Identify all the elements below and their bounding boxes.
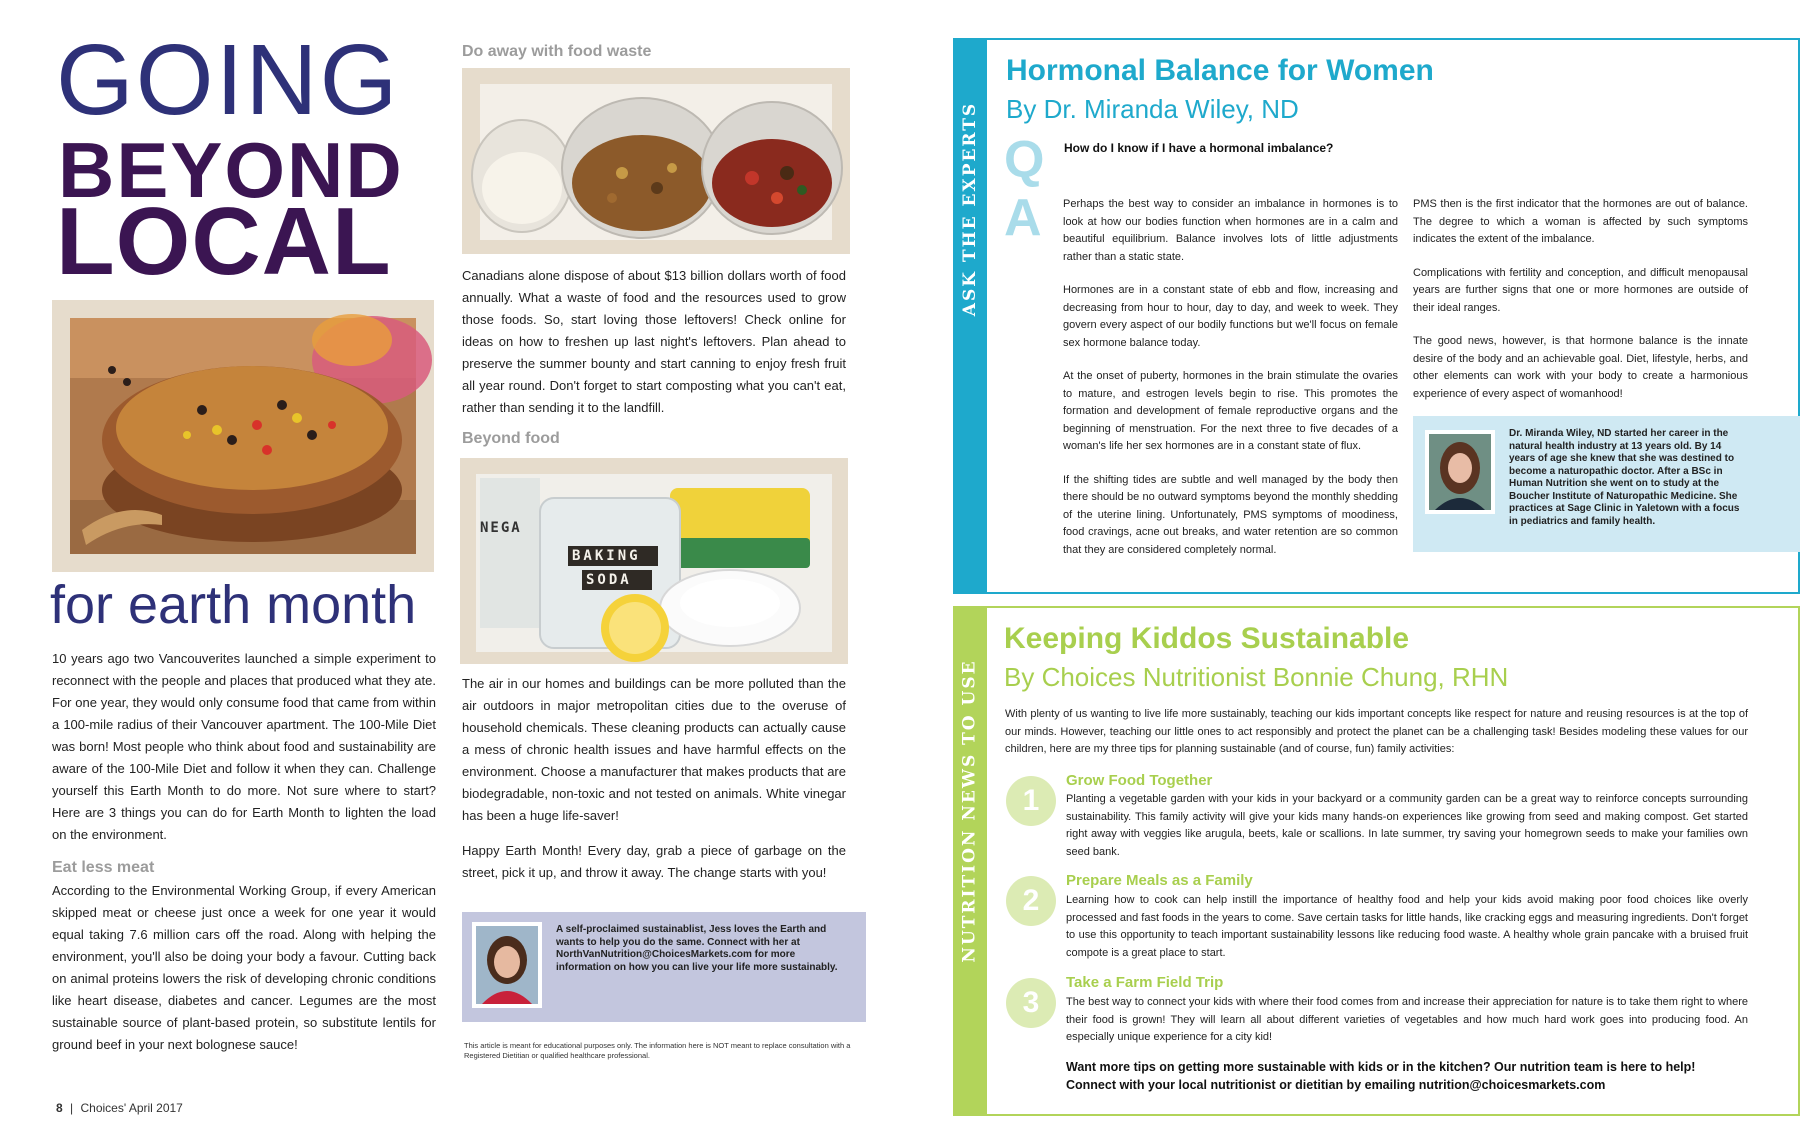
baking-label: BAKING	[568, 546, 658, 566]
food-waste-paragraph: Canadians alone dispose of about $13 billion dollars worth of food annually. What a waste of food and the resources used to grow those foods. So, start loving those leftovers! Check online for ideas on how to freshen up last night's leftovers. Plan ahead to preserve the summer bounty and start canning to enjoy fresh fruit all year round. Don't forget to start composting what you can't eat, rather than sending it to the landfill.	[462, 268, 846, 415]
footer-separator: |	[70, 1101, 74, 1115]
q-letter: Q	[1004, 131, 1045, 189]
title-going: GOING	[56, 24, 400, 136]
heading-eat-less-meat: Eat less meat	[52, 859, 155, 876]
issue-label: Choices' April 2017	[80, 1101, 183, 1115]
answer-paragraph: PMS then is the first indicator that the hormones are out of balance. The degree to which a woman is affected by such symptoms indicates the extent of the imbalance.	[1413, 198, 1748, 245]
answer-column-1	[1063, 196, 1398, 559]
tip-title: Take a Farm Field Trip	[1066, 974, 1224, 991]
ask-the-experts-label: ASK THE EXPERTS	[960, 101, 980, 317]
quinoa-bowl-illustration	[52, 300, 434, 572]
intro-paragraph: 10 years ago two Vancouverites launched a simple experiment to reconnect with the people and places that produced what they ate. For one year, they would only consume food that came from within a 100-mile radius of their Vancouver apartment. The 100-Mile Diet was born! Most people who think about food and sustainability are aware of the 100-Mile Diet and follow it when they can. Challenge yourself this Earth Month to do more. Not sure where to start? Here are 3 things you can do for Earth Month to lighten the load on the environment.	[52, 651, 436, 842]
kiddos-closing: Want more tips on getting more sustainable with kids or in the kitchen? Our nutrition team is here to help! Connect with your local nutritionist or dietitian by emailing nutrition@choicesmarkets.com	[1066, 1060, 1696, 1092]
quinoa-bowl-photo	[52, 300, 434, 572]
tip-body: Planting a vegetable garden with your kids in your backyard or a community garden can be a great way to reinforce concepts surrounding sustainability. This family activity will give your kids many hands-on experiences like growing from seed and making compost. Get started right away with veggies like arugula, beets, kale or scallions. In late summer, try saving your homegrown seeds to make your families own seed bank.	[1066, 793, 1748, 858]
page-footer	[56, 1101, 183, 1115]
ask-the-experts-band	[953, 38, 987, 594]
answer-paragraph: At the onset of puberty, hormones in the brain stimulate the ovaries to mature, and estrogen levels begin to rise. This promotes the formation and development of female reproductive organs and the beginning of menstruation. For the next three to five decades of a woman's life her sex hormones are in a constant state of flux.	[1063, 370, 1398, 452]
page-number: 8	[56, 1101, 63, 1115]
tip-number: 3	[1006, 978, 1056, 1028]
expert-bio-text: Dr. Miranda Wiley, ND started her career in the natural health industry at 13 years old. By 14 years of age she knew that she was destined to become a naturopathic doctor. After a BSc in Human Nutrition she went on to study at the Boucher Institute of Naturopathic Medicine. She practices at Sage Clinic in Yaletown with a focus in pediatrics and family health.	[1509, 428, 1740, 527]
question-text: How do I know if I have a hormonal imbalance?	[1064, 141, 1334, 155]
a-letter: A	[1004, 189, 1042, 247]
title-for-earth-month: for earth month	[50, 575, 417, 635]
answer-paragraph: Complications with fertility and conception, and difficult menopausal years are further signs that one or more hormones are outside of their ideal ranges.	[1413, 266, 1748, 314]
leftovers-photo	[462, 68, 850, 254]
title-local: LOCAL	[56, 188, 392, 295]
answer-paragraph: Perhaps the best way to consider an imbalance in hormones is to look at how our bodies function when hormones are in a calm and beautiful equilibrium. Balance involves lots of little adjustments rather than a static state.	[1063, 198, 1398, 263]
nutrition-news-band	[953, 606, 987, 1116]
hormonal-author: By Dr. Miranda Wiley, ND	[1006, 94, 1299, 124]
tip-body: The best way to connect your kids with where their food comes from and increase their appreciation for nature is to take them right to where their food is grown! They will learn all about different varieties of vegetables and how much hard work goes into producing food. An especially unique experience for a city kid!	[1066, 996, 1748, 1043]
tip-number: 2	[1006, 876, 1056, 926]
hormonal-title: Hormonal Balance for Women	[1006, 54, 1434, 87]
tip-title: Grow Food Together	[1066, 772, 1213, 789]
tip-body: Learning how to cook can help instill the importance of healthy food and help your kids avoid making poor food choices like overly processed and fast foods in the years to come. Save certain tasks for little hands, like cracking eggs and measuring ingredients. Don't forget to use this opportunity to teach important sustainability lessons like reducing food waste. A healthy whole grain pancake with a bruised fruit compote is a great place to start.	[1066, 894, 1748, 959]
kiddos-intro: With plenty of us wanting to live life more sustainably, teaching our kids important concepts like respect for nature and reusing resources is at the top of our minds. However, teaching our little ones to act responsibly and protect the planet can be a challenging task! Besides modeling these values for our children, here are my three tips for planning sustainable (and of course, fun) family activities:	[1005, 708, 1748, 755]
author-portrait	[476, 926, 538, 1004]
cleaning-products-photo	[460, 458, 848, 664]
disclaimer-text: This article is meant for educational purposes only. The information here is NOT meant to replace consultation with a Registered Dietitian or qualified healthcare professional.	[464, 1041, 851, 1060]
heading-food-waste: Do away with food waste	[462, 43, 652, 60]
soda-label: SODA	[582, 570, 652, 590]
title-beyond: BEYOND	[58, 126, 404, 214]
tip-title: Prepare Meals as a Family	[1066, 872, 1253, 889]
expert-bio-box	[1413, 416, 1800, 552]
kiddos-author: By Choices Nutritionist Bonnie Chung, RHN	[1004, 662, 1509, 692]
tip-number: 1	[1006, 776, 1056, 826]
heading-beyond-food: Beyond food	[462, 430, 560, 447]
leftovers-illustration	[462, 68, 850, 254]
happy-earth-month-paragraph: Happy Earth Month! Every day, grab a piece of garbage on the street, pick it up, and throw it away. The change starts with you!	[462, 843, 846, 880]
nutrition-news-label: NUTRITION NEWS TO USE	[960, 659, 980, 963]
author-bio-text: A self-proclaimed sustainablist, Jess loves the Earth and wants to help you do the same. Connect with her at NorthVanNutrition@ChoicesMarkets.com for more information on how you can live your life more sustainably.	[556, 924, 838, 973]
eat-less-meat-paragraph: According to the Environmental Working Group, if every American skipped meat or cheese just once a week for one year it would equal taking 7.6 million cars off the road. Along with helping the environment, you'll also be doing your body a favour. Cutting back on animal proteins lowers the risk of developing chronic conditions like heart disease, diabetes and cancer. Legumes are the most sustainable source of plant-based protein, so substitute lentils for ground beef in your next bolognese sauce!	[52, 883, 436, 1052]
expert-photo	[1425, 430, 1495, 514]
vinegar-label: NEGA	[480, 520, 522, 536]
answer-paragraph: The good news, however, is that hormone balance is the innate desire of the body and an achievable goal. Diet, lifestyle, herbs, and other elements can work with your body to create a harmonious experience of every aspect of womanhood!	[1413, 335, 1748, 400]
author-bio-box	[462, 912, 866, 1022]
answer-paragraph: If the shifting tides are subtle and well managed by the body then there should be no outward symptoms beyond the monthly shedding of the uterine lining. Unfortunately, PMS symptoms of moodiness, food cravings, acne out breaks, and water retention are so common that they are considered completely normal.	[1063, 473, 1398, 556]
beyond-food-paragraph: The air in our homes and buildings can be more polluted than the air outdoors in major metropolitan cities due to the overuse of household chemicals. These cleaning products can actually cause a mess of chronic health issues and have harmful effects on the environment. Choose a manufacturer that makes products that are biodegradable, non-toxic and not tested on animals. White vinegar has been a huge life-saver!	[462, 676, 846, 823]
kiddos-title: Keeping Kiddos Sustainable	[1004, 622, 1410, 655]
author-photo	[472, 922, 542, 1008]
answer-column-2	[1413, 196, 1748, 403]
answer-paragraph: Hormones are in a constant state of ebb and flow, increasing and decreasing from hour to hour, day to day, and week to week. They govern every aspect of our bodily functions but we'll focus on female sex hormone balance today.	[1063, 284, 1398, 349]
expert-portrait	[1429, 434, 1491, 510]
